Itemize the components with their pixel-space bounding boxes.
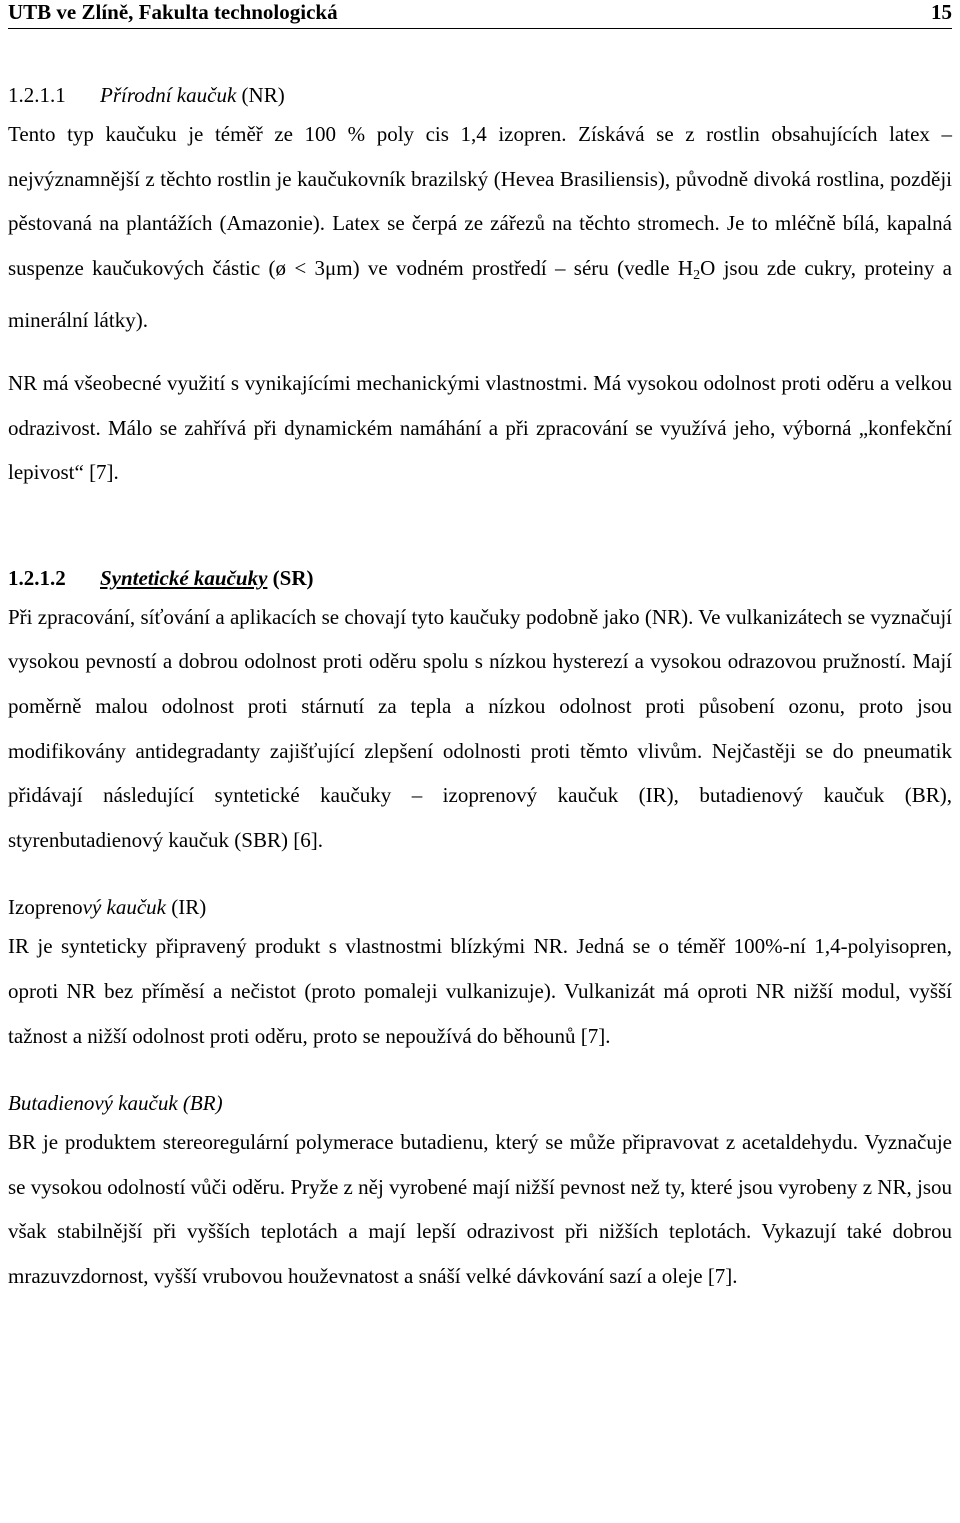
section-suffix: (NR) [241,83,285,107]
section-number: 1.2.1.2 [8,565,66,590]
page-number: 15 [931,0,952,24]
section-title: Přírodní kaučuk [100,83,237,107]
header-title: UTB ve Zlíně, Fakulta technologická [8,0,338,24]
section-suffix: (SR) [272,565,314,590]
heading-butadiene-rubber [8,1086,952,1120]
section-title: Butadienový kaučuk (BR) [8,1091,223,1116]
subscript: 2 [693,267,701,283]
paragraph-sr-intro: Při zpracování, síťování a aplikacích se chovají tyto kaučuky podobně jako (NR). Ve vulkanizátech se vyznačují vysokou pevností a dobrou odolnost proti oděru spolu s nízkou hysterezí a vysokou odrazovou pružností. Mají poměrně malou odolnost proti stárnutí za tepla a nízkou odolnost proti působení ozonu, proto jsou modifikovány antidegradanty zajišťující zlepšení odolnosti proti těmto vlivům. Nejčastěji se do pneumatik přidávají následující syntetické kaučuky – izoprenový kaučuk (IR), butadienový kaučuk (BR), styrenbutadienový kaučuk (SBR) [6]. [8,604,952,852]
page-content [8,78,952,1298]
section-title: Syntetické kaučuky [100,565,268,590]
section-title-plain: Izopreno [8,895,83,920]
paragraph-nr-intro: Tento typ kaučuku je téměř ze 100 % poly cis 1,4 izopren. Získává se z rostlin obsahujících latex – nejvýznamnější z těchto rostlin je kaučukovník brazilský (Hevea Brasiliensis), původně divoká rostlina, později pěstovaná na plantážích (Amazonie). Latex se čerpá ze zářezů na těchto stromech. Je to mléčně bílá, kapalná suspenze kaučukových částic (ø < 3μm) ve vodném prostředí – séru (vedle $H_2O$ jsou zde cukry, proteiny a minerální látky). [8,122,952,333]
section-suffix: (IR) [166,895,207,920]
heading-synthetic-rubber [8,561,952,595]
paragraph-nr-usage: NR má všeobecné využití s vynikajícími mechanickými vlastnostmi. Má vysokou odolnost proti oděru a velkou odrazivost. Málo se zahřívá při dynamickém namáhání a při zpracování se využívá jeho, výborná „konfekční lepivost“ [7]. [8,370,952,485]
paragraph-ir: IR je synteticky připravený produkt s vlastnostmi blízkými NR. Jedná se o téměř 100%-ní 1,4-polyisopren, oproti NR bez příměsí a nečistot (proto pomaleji vulkanizuje). Vulkanizát má oproti NR nižší modul, vyšší tažnost a nižší odolnost proti oděru, proto se nepoužívá do běhounů [7]. [8,934,952,1048]
heading-isoprene-rubber [8,890,952,924]
page-header [8,0,952,29]
section-title-italic: vý kaučuk [82,895,166,920]
section-number: 1.2.1.1 [8,83,66,107]
paragraph-br: BR je produktem stereoregulární polymerace butadienu, který se může připravovat z acetaldehydu. Vyznačuje se vysokou odolností vůči oděru. Pryže z něj vyrobené mají nižší pevnost než ty, které jsou vyrobeny z NR, jsou však stabilnější při vyšších teplotách a mají lepší odrazivost při nižších teplotách. Vykazují také dobrou mrazuvzdornost, vyšší vrubovou houževnatost a snáší velké dávkování sazí a oleje [7]. [8,1130,952,1288]
heading-natural-rubber [8,78,952,112]
